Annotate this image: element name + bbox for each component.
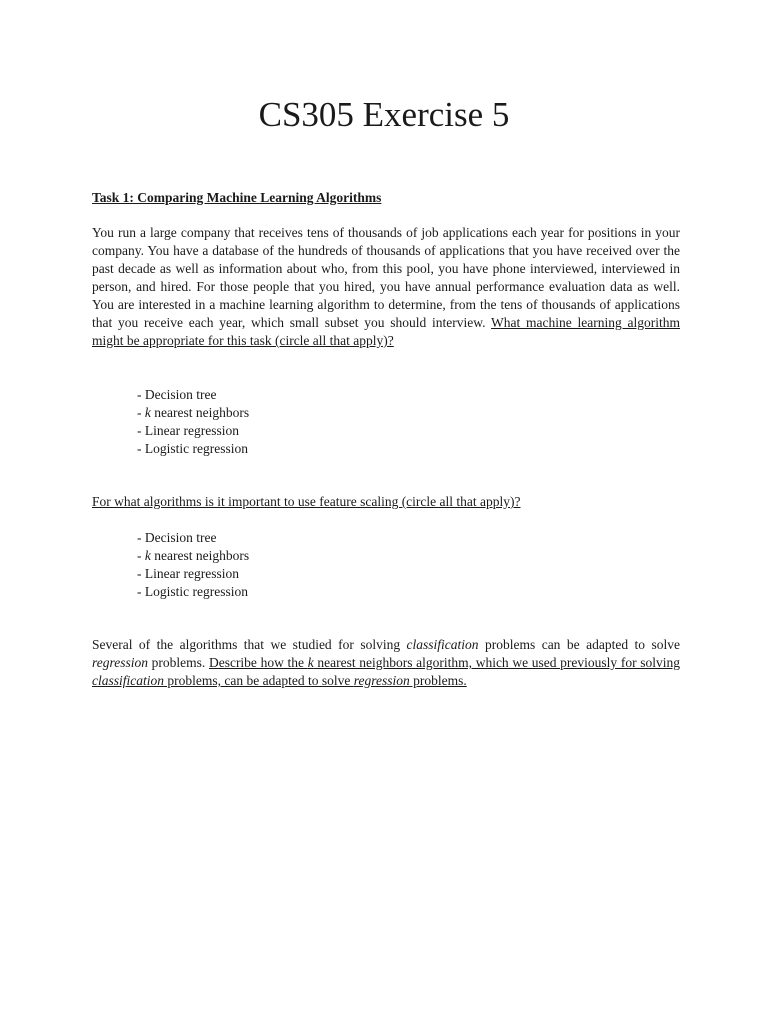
option-knn (137, 547, 249, 565)
emphasis-classification: classification (406, 637, 479, 652)
knn-regression-paragraph (92, 636, 680, 690)
option-decision-tree (137, 529, 249, 547)
option-prefix: - (137, 423, 145, 438)
task-heading: Task 1: Comparing Machine Learning Algorithms (92, 190, 382, 205)
intro-question: What machine learning algorithm might be appropriate for this task (circle all that apply)? (92, 315, 680, 348)
option-logistic-regression (137, 440, 249, 458)
option-label: Logistic regression (144, 584, 248, 599)
option-prefix: - (137, 441, 145, 456)
option-label: nearest neighbors (150, 405, 250, 420)
option-linear-regression (137, 422, 249, 440)
knn-intro-text: Several of the algorithms that we studied for solving (92, 637, 407, 652)
document-title: CS305 Exercise 5 (258, 95, 510, 134)
feature-scaling-question: For what algorithms is it important to use feature scaling (circle all that apply)? (92, 494, 521, 509)
option-label: Linear regression (144, 566, 239, 581)
algorithm-options-list (137, 386, 249, 458)
option-prefix: - (137, 387, 145, 402)
option-prefix: - (137, 405, 145, 420)
emphasis-regression: regression (92, 655, 148, 670)
option-logistic-regression (137, 583, 249, 601)
option-prefix: - (137, 548, 145, 563)
option-k-variable: k (144, 405, 151, 420)
option-label: Decision tree (144, 530, 217, 545)
option-linear-regression (137, 565, 249, 583)
intro-paragraph (92, 224, 680, 350)
option-label: Decision tree (144, 387, 217, 402)
option-prefix: - (137, 584, 145, 599)
knn-question-text: Describe how the (208, 655, 308, 670)
option-k-variable: k (144, 548, 151, 563)
option-label: Logistic regression (144, 441, 248, 456)
knn-question-text: nearest neighbors algorithm, which we used previously for solving (313, 655, 680, 670)
knn-question-text: problems, can be adapted to solve (164, 673, 354, 688)
intro-text: You run a large company that receives tens of thousands of job applications each year for positions in your company. You have a database of the hundreds of thousands of applications that you have received over the past decade as well as information about who, from this pool, you have phone interviewed, interviewed in person, and hired. For those people that you hired, you have annual performance evaluation data as well. You are interested in a machine learning algorithm to determine, from the tens of thousands of applications that you receive each year, which small subset you should interview. (92, 225, 680, 330)
knn-question-text: problems. (409, 673, 467, 688)
emphasis-regression: regression (353, 673, 410, 688)
knn-k-variable: k (307, 655, 314, 670)
option-decision-tree (137, 386, 249, 404)
option-label: nearest neighbors (150, 548, 250, 563)
feature-scaling-options-list (137, 529, 249, 601)
option-prefix: - (137, 530, 145, 545)
emphasis-classification: classification (92, 673, 164, 688)
option-prefix: - (137, 566, 145, 581)
option-knn (137, 404, 249, 422)
option-label: Linear regression (144, 423, 239, 438)
knn-intro-text: problems can be adapted to solve (478, 637, 680, 652)
knn-intro-text: problems. (148, 655, 209, 670)
